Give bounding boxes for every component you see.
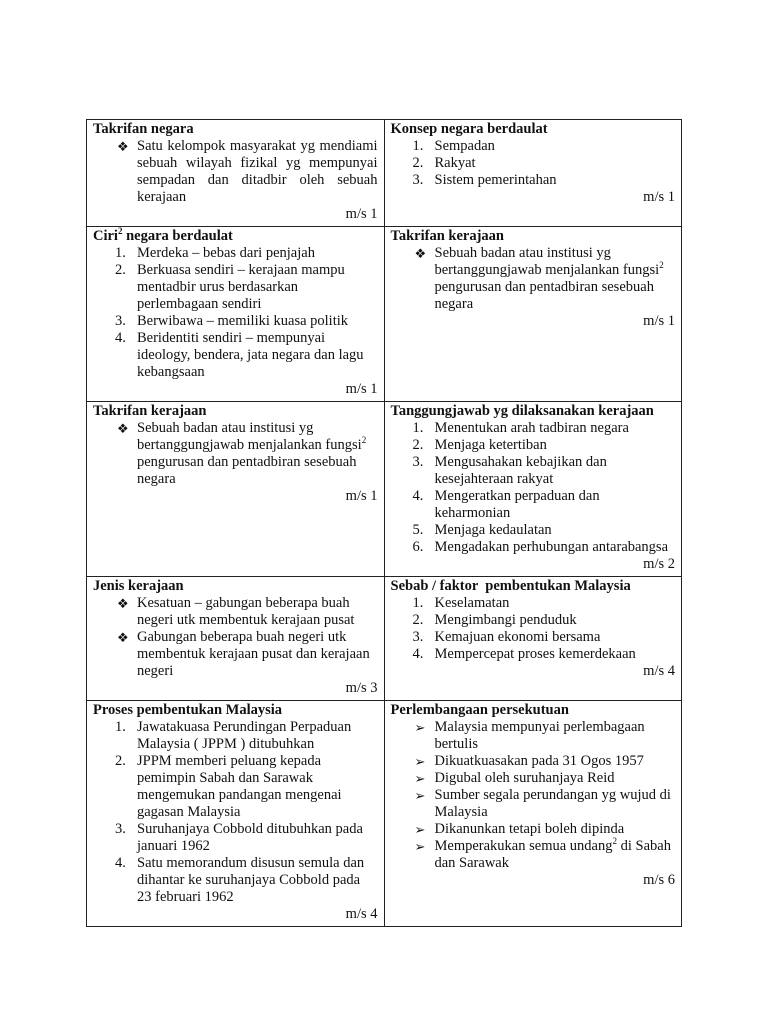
cell-takrifan-negara — [87, 120, 385, 227]
list-item-text: Merdeka – bebas dari penjajah — [137, 245, 315, 261]
list-item-text: JPPM memberi peluang kepada pemimpin Sabah dan Sarawak mengemukan pandangan mengenai gagasan Malaysia — [137, 753, 342, 820]
table-row — [87, 120, 682, 227]
page-reference: m/s 2 — [643, 556, 675, 572]
table-row — [87, 227, 682, 402]
table-row — [87, 701, 682, 927]
numbered-list — [391, 420, 676, 556]
list-item — [93, 595, 378, 629]
superscript: 2 — [361, 435, 367, 446]
notes-table — [86, 119, 682, 927]
table-row — [87, 402, 682, 577]
list-item — [93, 855, 378, 906]
cell-jenis-kerajaan — [87, 577, 385, 701]
list-item — [391, 595, 676, 612]
list-item — [391, 787, 676, 821]
cell-title-text: negara berdaulat — [122, 228, 233, 244]
list-item — [93, 313, 378, 330]
list-item-text: Menentukan arah tadbiran negara — [434, 420, 629, 436]
list-item-text: Gabungan beberapa buah negeri utk membentuk kerajaan pusat dan kerajaan negeri — [137, 629, 370, 679]
bullet-list — [93, 420, 378, 488]
cell-takrifan-kerajaan — [384, 227, 682, 402]
list-item-text: di Sabah dan Sarawak — [434, 838, 671, 871]
list-number: 4. — [115, 330, 126, 346]
list-item-text: Mempercepat proses kemerdekaan — [434, 646, 636, 662]
list-number: 1. — [412, 420, 424, 436]
cell-title: Perlembangaan persekutuan — [390, 702, 569, 718]
list-number: 1. — [412, 138, 424, 154]
page-reference: m/s 6 — [643, 872, 675, 888]
page-reference: m/s 1 — [345, 206, 378, 222]
list-item-text: Kesatuan – gabungan beberapa buah negeri utk membentuk kerajaan pusat — [137, 595, 355, 628]
list-item-text: Satu kelompok masyarakat yg mendiami sebuah wilayah fizikal yg mempunyai sempadan dan ditadbir oleh sebuah kerajaan — [137, 138, 378, 205]
list-item — [391, 646, 676, 663]
diamond-bullet-icon: ❖ — [117, 421, 129, 436]
bullet-list — [93, 138, 378, 206]
list-item-text: Sistem pemerintahan — [434, 172, 557, 188]
list-item-text: Sumber segala perundangan yg wujud di Malaysia — [434, 787, 671, 820]
list-item-text: Dikanunkan tetapi boleh dipinda — [434, 821, 625, 837]
arrow-bullet-icon: ➢ — [414, 822, 426, 837]
arrow-bullet-icon: ➢ — [414, 839, 426, 854]
list-number: 4. — [115, 855, 126, 871]
list-item — [93, 629, 378, 680]
cell-konsep-negara-berdaulat — [384, 120, 682, 227]
list-item — [93, 330, 378, 381]
cell-perlembagaan-persekutuan — [384, 701, 682, 927]
list-number: 1. — [412, 595, 424, 611]
list-item-text: Digubal oleh suruhanjaya Reid — [434, 770, 615, 786]
cell-title: Takrifan negara — [93, 121, 194, 137]
list-item-text: Menjaga kedaulatan — [434, 522, 552, 538]
cell-ciri-negara-berdaulat — [87, 227, 385, 402]
cell-takrifan-kerajaan — [87, 402, 385, 577]
list-item-text: Sebuah badan atau institusi yg bertanggungjawab menjalankan fungsi — [434, 245, 660, 278]
diamond-bullet-icon: ❖ — [414, 246, 427, 261]
list-item-text: Mengusahakan kebajikan dan kesejahteraan rakyat — [434, 454, 607, 487]
arrow-list — [391, 719, 676, 872]
cell-tanggungjawab-kerajaan — [384, 402, 682, 577]
numbered-list — [93, 719, 378, 906]
numbered-list — [93, 245, 378, 381]
list-number: 2. — [115, 262, 126, 278]
cell-title: Tanggungjawab yg dilaksanakan kerajaan — [390, 403, 654, 419]
list-item — [391, 437, 676, 454]
cell-sebab-pembentukan-malaysia — [384, 577, 682, 701]
list-item — [391, 612, 676, 629]
list-item-text: Berkuasa sendiri – kerajaan mampu mentadbir urus berdasarkan perlembagaan sendiri — [137, 262, 345, 312]
list-number: 2. — [412, 612, 424, 628]
page-reference: m/s 1 — [643, 189, 675, 205]
list-item — [391, 838, 676, 872]
list-number: 3. — [115, 313, 126, 329]
page-reference: m/s 4 — [345, 906, 378, 922]
arrow-bullet-icon: ➢ — [414, 720, 426, 735]
cell-proses-pembentukan-malaysia — [87, 701, 385, 927]
list-item — [93, 138, 378, 206]
list-item — [391, 629, 676, 646]
superscript: 2 — [117, 226, 123, 237]
list-number: 3. — [412, 629, 424, 645]
list-item-text: Mengeratkan perpaduan dan keharmonian — [434, 488, 600, 521]
list-number: 1. — [115, 245, 126, 261]
list-item-text: Satu memorandum disusun semula dan dihantar ke suruhanjaya Cobbold pada 23 februari 1962 — [137, 855, 365, 905]
list-item-text: Beridentiti sendiri – mempunyai ideology, bendera, jata negara dan lagu kebangsaan — [137, 330, 364, 380]
list-number: 5. — [412, 522, 424, 538]
bullet-list — [93, 595, 378, 680]
list-item — [93, 262, 378, 313]
list-item-text: Dikuatkuasakan pada 31 Ogos 1957 — [434, 753, 644, 769]
list-number: 4. — [412, 488, 424, 504]
page-reference: m/s 1 — [643, 313, 675, 329]
table-row — [87, 577, 682, 701]
numbered-list — [391, 138, 676, 189]
list-item-text: Memperakukan semua undang — [434, 838, 613, 854]
cell-title — [93, 228, 378, 245]
page-reference: m/s 1 — [345, 381, 378, 397]
list-item — [391, 719, 676, 753]
list-item — [391, 522, 676, 539]
list-item-text: Kemajuan ekonomi bersama — [434, 629, 601, 645]
list-item — [391, 138, 676, 155]
cell-title: Takrifan kerajaan — [93, 403, 207, 419]
list-number: 3. — [115, 821, 126, 837]
list-number: 2. — [412, 437, 424, 453]
list-item-text: Keselamatan — [434, 595, 510, 611]
list-item-text: Menjaga ketertiban — [434, 437, 547, 453]
cell-title: Proses pembentukan Malaysia — [93, 702, 283, 718]
superscript: 2 — [659, 260, 664, 271]
list-item — [93, 753, 378, 821]
list-item — [391, 454, 676, 488]
list-item — [391, 155, 676, 172]
list-item-text: Berwibawa – memiliki kuasa politik — [137, 313, 349, 329]
list-number: 1. — [115, 719, 126, 735]
numbered-list — [391, 595, 676, 663]
diamond-bullet-icon: ❖ — [117, 596, 129, 611]
diamond-bullet-icon: ❖ — [117, 630, 129, 645]
page-reference: m/s 1 — [345, 488, 378, 504]
list-item-text: Sempadan — [434, 138, 495, 154]
list-item — [93, 821, 378, 855]
list-number: 4. — [412, 646, 424, 662]
list-item — [93, 719, 378, 753]
bullet-list — [391, 245, 676, 313]
list-item-text: pengurusan dan pentadbiran sesebuah negara — [137, 454, 357, 487]
cell-title: Konsep negara berdaulat — [390, 121, 548, 137]
list-item-text: Suruhanjaya Cobbold ditubuhkan pada januari 1962 — [137, 821, 363, 854]
list-item-text: Rakyat — [434, 155, 476, 171]
list-item — [391, 245, 676, 313]
list-item — [391, 420, 676, 437]
cell-title-text: Ciri — [93, 228, 118, 244]
superscript: 2 — [612, 836, 617, 847]
list-item — [391, 821, 676, 838]
cell-title: Jenis kerajaan — [93, 578, 184, 594]
list-item — [93, 245, 378, 262]
list-item — [391, 539, 676, 556]
list-item-text: Mengadakan perhubungan antarabangsa — [434, 539, 669, 555]
arrow-bullet-icon: ➢ — [414, 754, 426, 769]
list-number: 2. — [115, 753, 126, 769]
list-item — [93, 420, 378, 488]
list-item-text: Malaysia mempunyai perlembagaan bertulis — [434, 719, 645, 752]
list-number: 6. — [412, 539, 424, 555]
list-item — [391, 770, 676, 787]
list-item-text: pengurusan dan pentadbiran sesebuah negara — [434, 279, 654, 312]
diamond-bullet-icon: ❖ — [117, 139, 129, 154]
arrow-bullet-icon: ➢ — [414, 788, 426, 803]
list-item-text: Mengimbangi penduduk — [434, 612, 577, 628]
page-reference: m/s 3 — [345, 680, 378, 696]
cell-title: Sebab / faktor pembentukan Malaysia — [390, 578, 631, 594]
list-item-text: Jawatakuasa Perundingan Perpaduan Malaysia ( JPPM ) ditubuhkan — [137, 719, 352, 752]
list-item — [391, 753, 676, 770]
page-reference: m/s 4 — [643, 663, 675, 679]
list-number: 3. — [412, 172, 424, 188]
arrow-bullet-icon: ➢ — [414, 771, 426, 786]
list-item — [391, 488, 676, 522]
cell-title: Takrifan kerajaan — [390, 228, 504, 244]
list-number: 2. — [412, 155, 424, 171]
list-number: 3. — [412, 454, 424, 470]
list-item — [391, 172, 676, 189]
list-item-text: Sebuah badan atau institusi yg bertanggungjawab menjalankan fungsi — [137, 420, 362, 453]
